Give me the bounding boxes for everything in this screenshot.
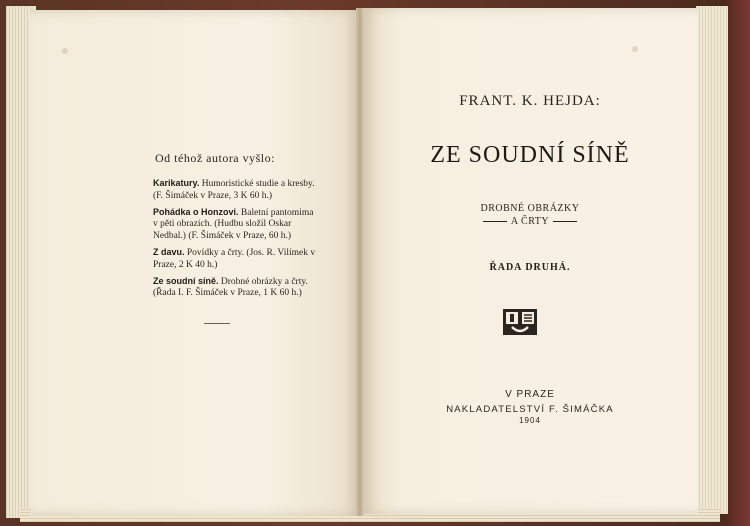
work-details: Humoristické studie a kresby. (F. Šimáček v Praze, 3 K 60 h.) bbox=[153, 179, 315, 201]
work-details: Baletní pantomima v pěti obrazích. (Hudbu složil Oskar Nedbal.) (F. Šimáček v Praze, 60 h.) bbox=[153, 207, 314, 242]
work-details: Drobné obrázky a črty. (Řada I. F. Šimáček v Praze, 1 K 60 h.) bbox=[153, 276, 308, 299]
publisher-name: NAKLADATELSTVÍ F. ŠIMÁČKA bbox=[446, 404, 614, 415]
list-item bbox=[153, 178, 318, 203]
subtitle-line2-text: A ČRTY bbox=[510, 216, 550, 227]
page-edges-right bbox=[696, 6, 730, 514]
foxing-spot bbox=[632, 46, 638, 52]
work-title: Karikatury. bbox=[153, 178, 200, 188]
foxing-spot bbox=[62, 48, 68, 54]
list-item bbox=[153, 247, 318, 272]
work-title: Pohádka o Honzovi. bbox=[153, 206, 239, 217]
publication-year: 1904 bbox=[519, 416, 541, 425]
book-cover-edge bbox=[728, 0, 750, 526]
list-item bbox=[153, 207, 318, 243]
publication-city: V PRAZE bbox=[505, 389, 555, 400]
divider bbox=[483, 221, 507, 222]
book-title: ZE SOUDNÍ SÍNĚ bbox=[430, 142, 630, 168]
divider bbox=[553, 221, 577, 222]
list-item bbox=[153, 276, 318, 301]
work-details: Povídky a črty. (Jos. R. Vilímek v Praze, 2 K 40 h.) bbox=[153, 247, 316, 270]
divider bbox=[204, 323, 230, 324]
subtitle-line2 bbox=[362, 216, 698, 227]
series-label: ŘADA DRUHÁ. bbox=[489, 262, 571, 273]
right-page bbox=[362, 8, 698, 514]
work-title: Z davu. bbox=[153, 246, 185, 257]
work-title: Ze soudní síně. bbox=[153, 275, 219, 286]
other-works-list bbox=[153, 178, 318, 304]
subtitle-line1: DROBNÉ OBRÁZKY bbox=[480, 203, 580, 214]
other-works-heading: Od téhož autora vyšlo: bbox=[155, 151, 275, 165]
publisher-emblem-icon bbox=[502, 308, 538, 336]
author-name: FRANT. K. HEJDA: bbox=[459, 93, 601, 109]
